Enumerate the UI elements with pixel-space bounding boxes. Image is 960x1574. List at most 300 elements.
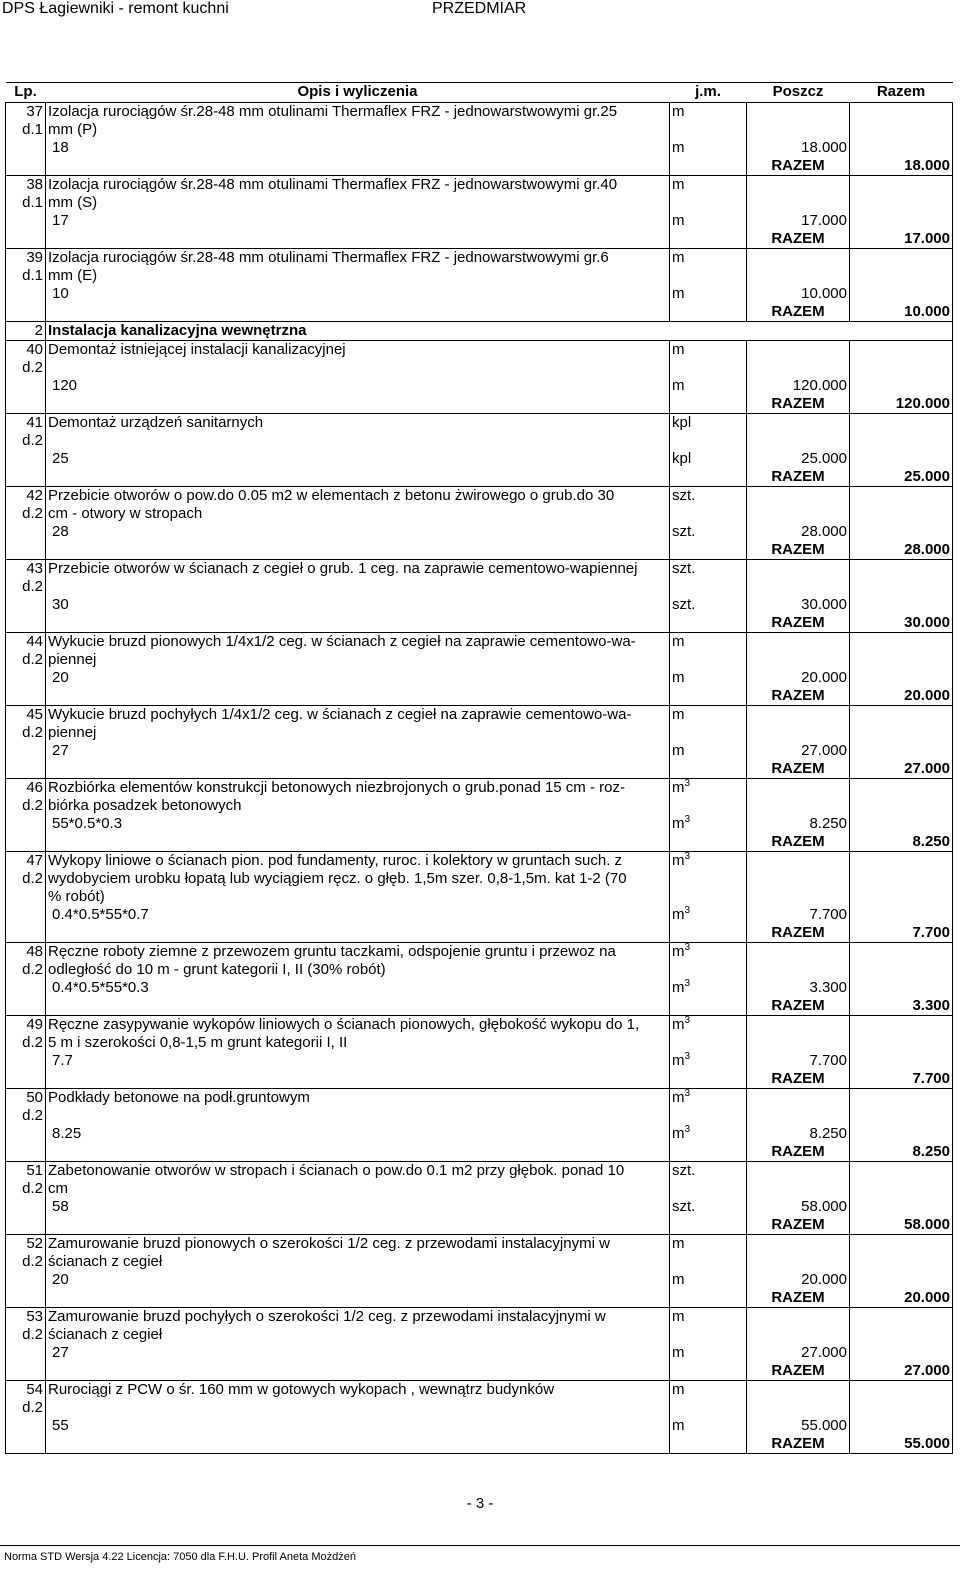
item-number: 48 (6, 943, 46, 962)
empty-cell (670, 359, 747, 377)
table-row (6, 1162, 953, 1181)
empty-cell (46, 432, 670, 450)
empty-cell (747, 1162, 850, 1181)
item-description: Rurociągi z PCW o śr. 160 mm w gotowych wykopach , wewnątrz budynków (46, 1381, 670, 1400)
item-number: 41 (6, 414, 46, 433)
empty-cell (850, 1162, 953, 1181)
calc-row (6, 1125, 953, 1143)
razem-label: RAZEM (747, 1070, 850, 1089)
empty-cell (670, 1034, 747, 1052)
calc-row (6, 377, 953, 395)
empty-cell (850, 1089, 953, 1108)
unit-exponent: 3 (684, 1051, 691, 1062)
item-poszcz: 7.700 (747, 1052, 850, 1070)
item-description: % robót) (46, 888, 670, 906)
unit-base: m (672, 1089, 685, 1106)
item-description: Demontaż urządzeń sanitarnych (46, 414, 670, 433)
item-unit: szt. (670, 1162, 747, 1181)
item-unit: m (670, 103, 747, 122)
empty-cell (747, 1308, 850, 1327)
empty-cell (6, 303, 46, 322)
razem-label: RAZEM (747, 1362, 850, 1381)
unit-base: m (672, 815, 685, 832)
calc-row (6, 596, 953, 614)
item-unit: m (670, 1381, 747, 1400)
empty-cell (850, 1417, 953, 1435)
empty-cell (46, 924, 670, 943)
empty-cell (850, 432, 953, 450)
item-calculation: 58 (46, 1198, 670, 1216)
empty-cell (670, 833, 747, 852)
razem-row (6, 468, 953, 487)
empty-cell (747, 888, 850, 906)
item-number: 54 (6, 1381, 46, 1400)
empty-cell (747, 651, 850, 669)
table-row (6, 249, 953, 268)
item-code: d.2 (6, 651, 46, 669)
unit-exponent: 3 (684, 1088, 691, 1099)
item-razem: 18.000 (850, 157, 953, 176)
empty-cell (850, 1253, 953, 1271)
empty-cell (747, 706, 850, 725)
calc-unit: m (670, 1271, 747, 1289)
calc-row (6, 285, 953, 303)
item-code: d.2 (6, 432, 46, 450)
empty-cell (850, 1235, 953, 1254)
item-description: mm (E) (46, 267, 670, 285)
table-row (6, 341, 953, 360)
item-poszcz: 7.700 (747, 906, 850, 924)
empty-cell (747, 1381, 850, 1400)
empty-cell (850, 724, 953, 742)
empty-cell (6, 1198, 46, 1216)
item-unit: szt. (670, 560, 747, 579)
item-poszcz: 30.000 (747, 596, 850, 614)
empty-cell (46, 1143, 670, 1162)
calc-unit (670, 1052, 747, 1070)
calc-unit: m (670, 1417, 747, 1435)
empty-cell (850, 560, 953, 579)
unit-exponent: 3 (684, 814, 691, 825)
item-razem: 20.000 (850, 687, 953, 706)
calc-row (6, 979, 953, 997)
item-description: Zamurowanie bruzd pionowych o szerokości 1/2 ceg. z przewodami instalacyjnymi w (46, 1235, 670, 1254)
table-row (6, 797, 953, 815)
empty-cell (670, 888, 747, 906)
empty-cell (850, 852, 953, 871)
item-unit: m (670, 1235, 747, 1254)
empty-cell (747, 1180, 850, 1198)
calc-row (6, 906, 953, 924)
calc-row (6, 1052, 953, 1070)
empty-cell (46, 578, 670, 596)
table-row (6, 961, 953, 979)
item-razem: 20.000 (850, 1289, 953, 1308)
table-row (6, 779, 953, 798)
item-poszcz: 8.250 (747, 1125, 850, 1143)
item-description: Wykucie bruzd pochyłych 1/4x1/2 ceg. w ścianach z cegieł na zaprawie cementowo-wa- (46, 706, 670, 725)
empty-cell (850, 888, 953, 906)
table-row (6, 432, 953, 450)
item-code: d.1 (6, 121, 46, 139)
table-row (6, 267, 953, 285)
table-row (6, 359, 953, 377)
item-number: 50 (6, 1089, 46, 1108)
empty-cell (850, 1399, 953, 1417)
unit-exponent: 3 (684, 851, 691, 862)
empty-cell (747, 724, 850, 742)
calc-row (6, 669, 953, 687)
item-description: 5 m i szerokości 0,8-1,5 m grunt kategorii I, II (46, 1034, 670, 1052)
empty-cell (46, 1399, 670, 1417)
empty-cell (850, 1016, 953, 1035)
empty-cell (747, 487, 850, 506)
table-row (6, 870, 953, 888)
razem-row (6, 924, 953, 943)
section-row (6, 322, 953, 341)
calc-row (6, 523, 953, 541)
unit-base: m (672, 1016, 685, 1033)
item-code: d.2 (6, 578, 46, 596)
item-code: d.2 (6, 1034, 46, 1052)
item-poszcz: 25.000 (747, 450, 850, 468)
empty-cell (670, 578, 747, 596)
razem-row (6, 1289, 953, 1308)
empty-cell (747, 103, 850, 122)
razem-row (6, 614, 953, 633)
empty-cell (6, 596, 46, 614)
unit-base: m (672, 906, 685, 923)
calc-row (6, 139, 953, 157)
empty-cell (6, 139, 46, 157)
empty-cell (850, 906, 953, 924)
item-description: biórka posadzek betonowych (46, 797, 670, 815)
empty-cell (46, 468, 670, 487)
table-row (6, 706, 953, 725)
empty-cell (747, 779, 850, 798)
unit-exponent: 3 (684, 1124, 691, 1135)
razem-label: RAZEM (747, 924, 850, 943)
empty-cell (747, 852, 850, 871)
item-razem: 55.000 (850, 1435, 953, 1454)
calc-unit (670, 1125, 747, 1143)
empty-cell (670, 961, 747, 979)
empty-cell (850, 1125, 953, 1143)
empty-cell (747, 870, 850, 888)
calc-unit: m (670, 377, 747, 395)
item-code: d.2 (6, 505, 46, 523)
item-description: cm (46, 1180, 670, 1198)
empty-cell (6, 742, 46, 760)
empty-cell (6, 1216, 46, 1235)
page-header (0, 0, 960, 20)
empty-cell (747, 633, 850, 652)
empty-cell (46, 230, 670, 249)
empty-cell (6, 997, 46, 1016)
item-calculation: 0.4*0.5*55*0.7 (46, 906, 670, 924)
empty-cell (850, 943, 953, 962)
item-calculation: 0.4*0.5*55*0.3 (46, 979, 670, 997)
razem-row (6, 760, 953, 779)
empty-cell (850, 194, 953, 212)
page-number: - 3 - (466, 1495, 494, 1512)
item-unit: kpl (670, 414, 747, 433)
calc-unit (670, 815, 747, 833)
empty-cell (6, 1070, 46, 1089)
empty-cell (46, 614, 670, 633)
section-number: 2 (6, 322, 46, 341)
razem-label: RAZEM (747, 614, 850, 633)
calc-unit: m (670, 285, 747, 303)
calc-unit: m (670, 212, 747, 230)
empty-cell (670, 1070, 747, 1089)
empty-cell (670, 687, 747, 706)
item-razem: 7.700 (850, 924, 953, 943)
item-description: odległość do 10 m - grunt kategorii I, II (30% robót) (46, 961, 670, 979)
empty-cell (670, 1362, 747, 1381)
unit-exponent: 3 (684, 942, 691, 953)
item-razem: 3.300 (850, 997, 953, 1016)
item-unit (670, 943, 747, 962)
unit-base: m (672, 1125, 685, 1142)
calc-row (6, 212, 953, 230)
empty-cell (850, 669, 953, 687)
table-row (6, 560, 953, 579)
empty-cell (670, 997, 747, 1016)
empty-cell (850, 523, 953, 541)
calc-unit: szt. (670, 1198, 747, 1216)
empty-cell (850, 377, 953, 395)
empty-cell (850, 285, 953, 303)
empty-cell (747, 432, 850, 450)
empty-cell (850, 779, 953, 798)
table-row (6, 1034, 953, 1052)
razem-row (6, 687, 953, 706)
item-code: d.1 (6, 267, 46, 285)
empty-cell (850, 249, 953, 268)
item-description: Zamurowanie bruzd pochyłych o szerokości 1/2 ceg. z przewodami instalacyjnymi w (46, 1308, 670, 1327)
item-unit (670, 852, 747, 871)
empty-cell (747, 121, 850, 139)
empty-cell (747, 1016, 850, 1035)
calc-unit: m (670, 139, 747, 157)
item-code: d.2 (6, 1399, 46, 1417)
empty-cell (670, 303, 747, 322)
item-number: 39 (6, 249, 46, 268)
calc-unit: szt. (670, 523, 747, 541)
empty-cell (46, 1289, 670, 1308)
item-calculation: 8.25 (46, 1125, 670, 1143)
empty-cell (670, 541, 747, 560)
unit-exponent: 3 (684, 778, 691, 789)
razem-row (6, 997, 953, 1016)
empty-cell (670, 194, 747, 212)
table-row (6, 852, 953, 871)
table-row (6, 121, 953, 139)
footer-license: Norma STD Wersja 4.22 Licencja: 7050 dla F.H.U. Profil Aneta Możdżeń (4, 1551, 356, 1563)
item-unit: m (670, 706, 747, 725)
item-calculation: 55*0.5*0.3 (46, 815, 670, 833)
empty-cell (670, 1180, 747, 1198)
unit-base: m (672, 852, 685, 869)
unit-exponent: 3 (684, 905, 691, 916)
item-razem: 17.000 (850, 230, 953, 249)
empty-cell (850, 1381, 953, 1400)
empty-cell (6, 395, 46, 414)
empty-cell (6, 979, 46, 997)
empty-cell (747, 505, 850, 523)
empty-cell (6, 687, 46, 706)
item-description: Wykopy liniowe o ścianach pion. pod fundamenty, ruroc. i kolektory w gruntach such. z (46, 852, 670, 871)
empty-cell (670, 797, 747, 815)
empty-cell (46, 760, 670, 779)
empty-cell (6, 377, 46, 395)
empty-cell (6, 541, 46, 560)
calc-unit (670, 979, 747, 997)
empty-cell (670, 870, 747, 888)
item-number: 40 (6, 341, 46, 360)
empty-cell (6, 1143, 46, 1162)
item-poszcz: 20.000 (747, 669, 850, 687)
item-calculation: 20 (46, 669, 670, 687)
empty-cell (850, 815, 953, 833)
item-unit (670, 1016, 747, 1035)
empty-cell (850, 797, 953, 815)
empty-cell (6, 468, 46, 487)
item-unit: szt. (670, 487, 747, 506)
item-code: d.2 (6, 1107, 46, 1125)
empty-cell (6, 669, 46, 687)
unit-base: m (672, 979, 685, 996)
calc-unit: m (670, 1344, 747, 1362)
empty-cell (46, 541, 670, 560)
unit-base: m (672, 1052, 685, 1069)
empty-cell (850, 651, 953, 669)
item-description: Ręczne zasypywanie wykopów liniowych o ścianach pionowych, głębokość wykopu do 1, (46, 1016, 670, 1035)
item-description: wydobyciem urobku łopatą lub wyciągiem ręcz. o głęb. 1,5m szer. 0,8-1,5m. kat 1-2 (70 (46, 870, 670, 888)
item-description: ścianach z cegieł (46, 1253, 670, 1271)
empty-cell (747, 1089, 850, 1108)
item-code: d.2 (6, 961, 46, 979)
empty-cell (6, 523, 46, 541)
empty-cell (747, 1107, 850, 1125)
table-row (6, 1308, 953, 1327)
empty-cell (670, 267, 747, 285)
empty-cell (6, 1344, 46, 1362)
razem-row (6, 157, 953, 176)
empty-cell (46, 359, 670, 377)
empty-cell (6, 1417, 46, 1435)
empty-cell (6, 1289, 46, 1308)
empty-cell (850, 633, 953, 652)
empty-cell (46, 303, 670, 322)
item-calculation: 55 (46, 1417, 670, 1435)
item-razem: 10.000 (850, 303, 953, 322)
table-row (6, 1016, 953, 1035)
item-description: Izolacja rurociągów śr.28-48 mm otulinami Thermaflex FRZ - jednowarstwowymi gr.25 (46, 103, 670, 122)
item-description: Ręczne roboty ziemne z przewozem gruntu taczkami, odspojenie gruntu i przewoz na (46, 943, 670, 962)
empty-cell (6, 760, 46, 779)
empty-cell (747, 578, 850, 596)
empty-cell (747, 249, 850, 268)
empty-cell (670, 760, 747, 779)
table-row (6, 1253, 953, 1271)
empty-cell (850, 596, 953, 614)
item-number: 43 (6, 560, 46, 579)
item-poszcz: 10.000 (747, 285, 850, 303)
item-razem: 120.000 (850, 395, 953, 414)
razem-label: RAZEM (747, 303, 850, 322)
item-calculation: 18 (46, 139, 670, 157)
table-row (6, 651, 953, 669)
razem-label: RAZEM (747, 833, 850, 852)
item-calculation: 27 (46, 742, 670, 760)
empty-cell (850, 578, 953, 596)
empty-cell (850, 1052, 953, 1070)
item-number: 38 (6, 176, 46, 195)
item-description: Przebicie otworów w ścianach z cegieł o grub. 1 ceg. na zaprawie cementowo-wapiennej (46, 560, 670, 579)
table-row (6, 1107, 953, 1125)
empty-cell (6, 1052, 46, 1070)
empty-cell (850, 176, 953, 195)
item-poszcz: 27.000 (747, 742, 850, 760)
empty-cell (850, 1107, 953, 1125)
item-description: Zabetonowanie otworów w stropach i ścianach o pow.do 0.1 m2 przy głębok. ponad 10 (46, 1162, 670, 1181)
item-unit: m (670, 1308, 747, 1327)
calc-row (6, 1198, 953, 1216)
empty-cell (6, 285, 46, 303)
empty-cell (850, 870, 953, 888)
empty-cell (46, 395, 670, 414)
item-poszcz: 8.250 (747, 815, 850, 833)
przedmiar-table (5, 82, 953, 1454)
razem-label: RAZEM (747, 1216, 850, 1235)
item-razem: 7.700 (850, 1070, 953, 1089)
item-unit (670, 1089, 747, 1108)
item-razem: 27.000 (850, 760, 953, 779)
empty-cell (46, 1107, 670, 1125)
item-poszcz: 17.000 (747, 212, 850, 230)
item-description: ścianach z cegieł (46, 1326, 670, 1344)
empty-cell (670, 1326, 747, 1344)
empty-cell (850, 450, 953, 468)
table-row (6, 1180, 953, 1198)
item-code: d.1 (6, 194, 46, 212)
item-calculation: 7.7 (46, 1052, 670, 1070)
empty-cell (46, 833, 670, 852)
razem-label: RAZEM (747, 1289, 850, 1308)
empty-cell (850, 1198, 953, 1216)
item-razem: 30.000 (850, 614, 953, 633)
item-razem: 8.250 (850, 833, 953, 852)
empty-cell (850, 1308, 953, 1327)
empty-cell (46, 1435, 670, 1454)
empty-cell (850, 139, 953, 157)
razem-row (6, 230, 953, 249)
empty-cell (670, 395, 747, 414)
column-header-opis: Opis i wyliczenia (46, 83, 670, 103)
razem-row (6, 395, 953, 414)
razem-label: RAZEM (747, 1435, 850, 1454)
empty-cell (747, 1253, 850, 1271)
table-body (6, 103, 953, 1454)
table-row (6, 1235, 953, 1254)
item-calculation: 20 (46, 1271, 670, 1289)
table-row (6, 1399, 953, 1417)
table-row (6, 414, 953, 433)
empty-cell (670, 1253, 747, 1271)
empty-cell (747, 797, 850, 815)
